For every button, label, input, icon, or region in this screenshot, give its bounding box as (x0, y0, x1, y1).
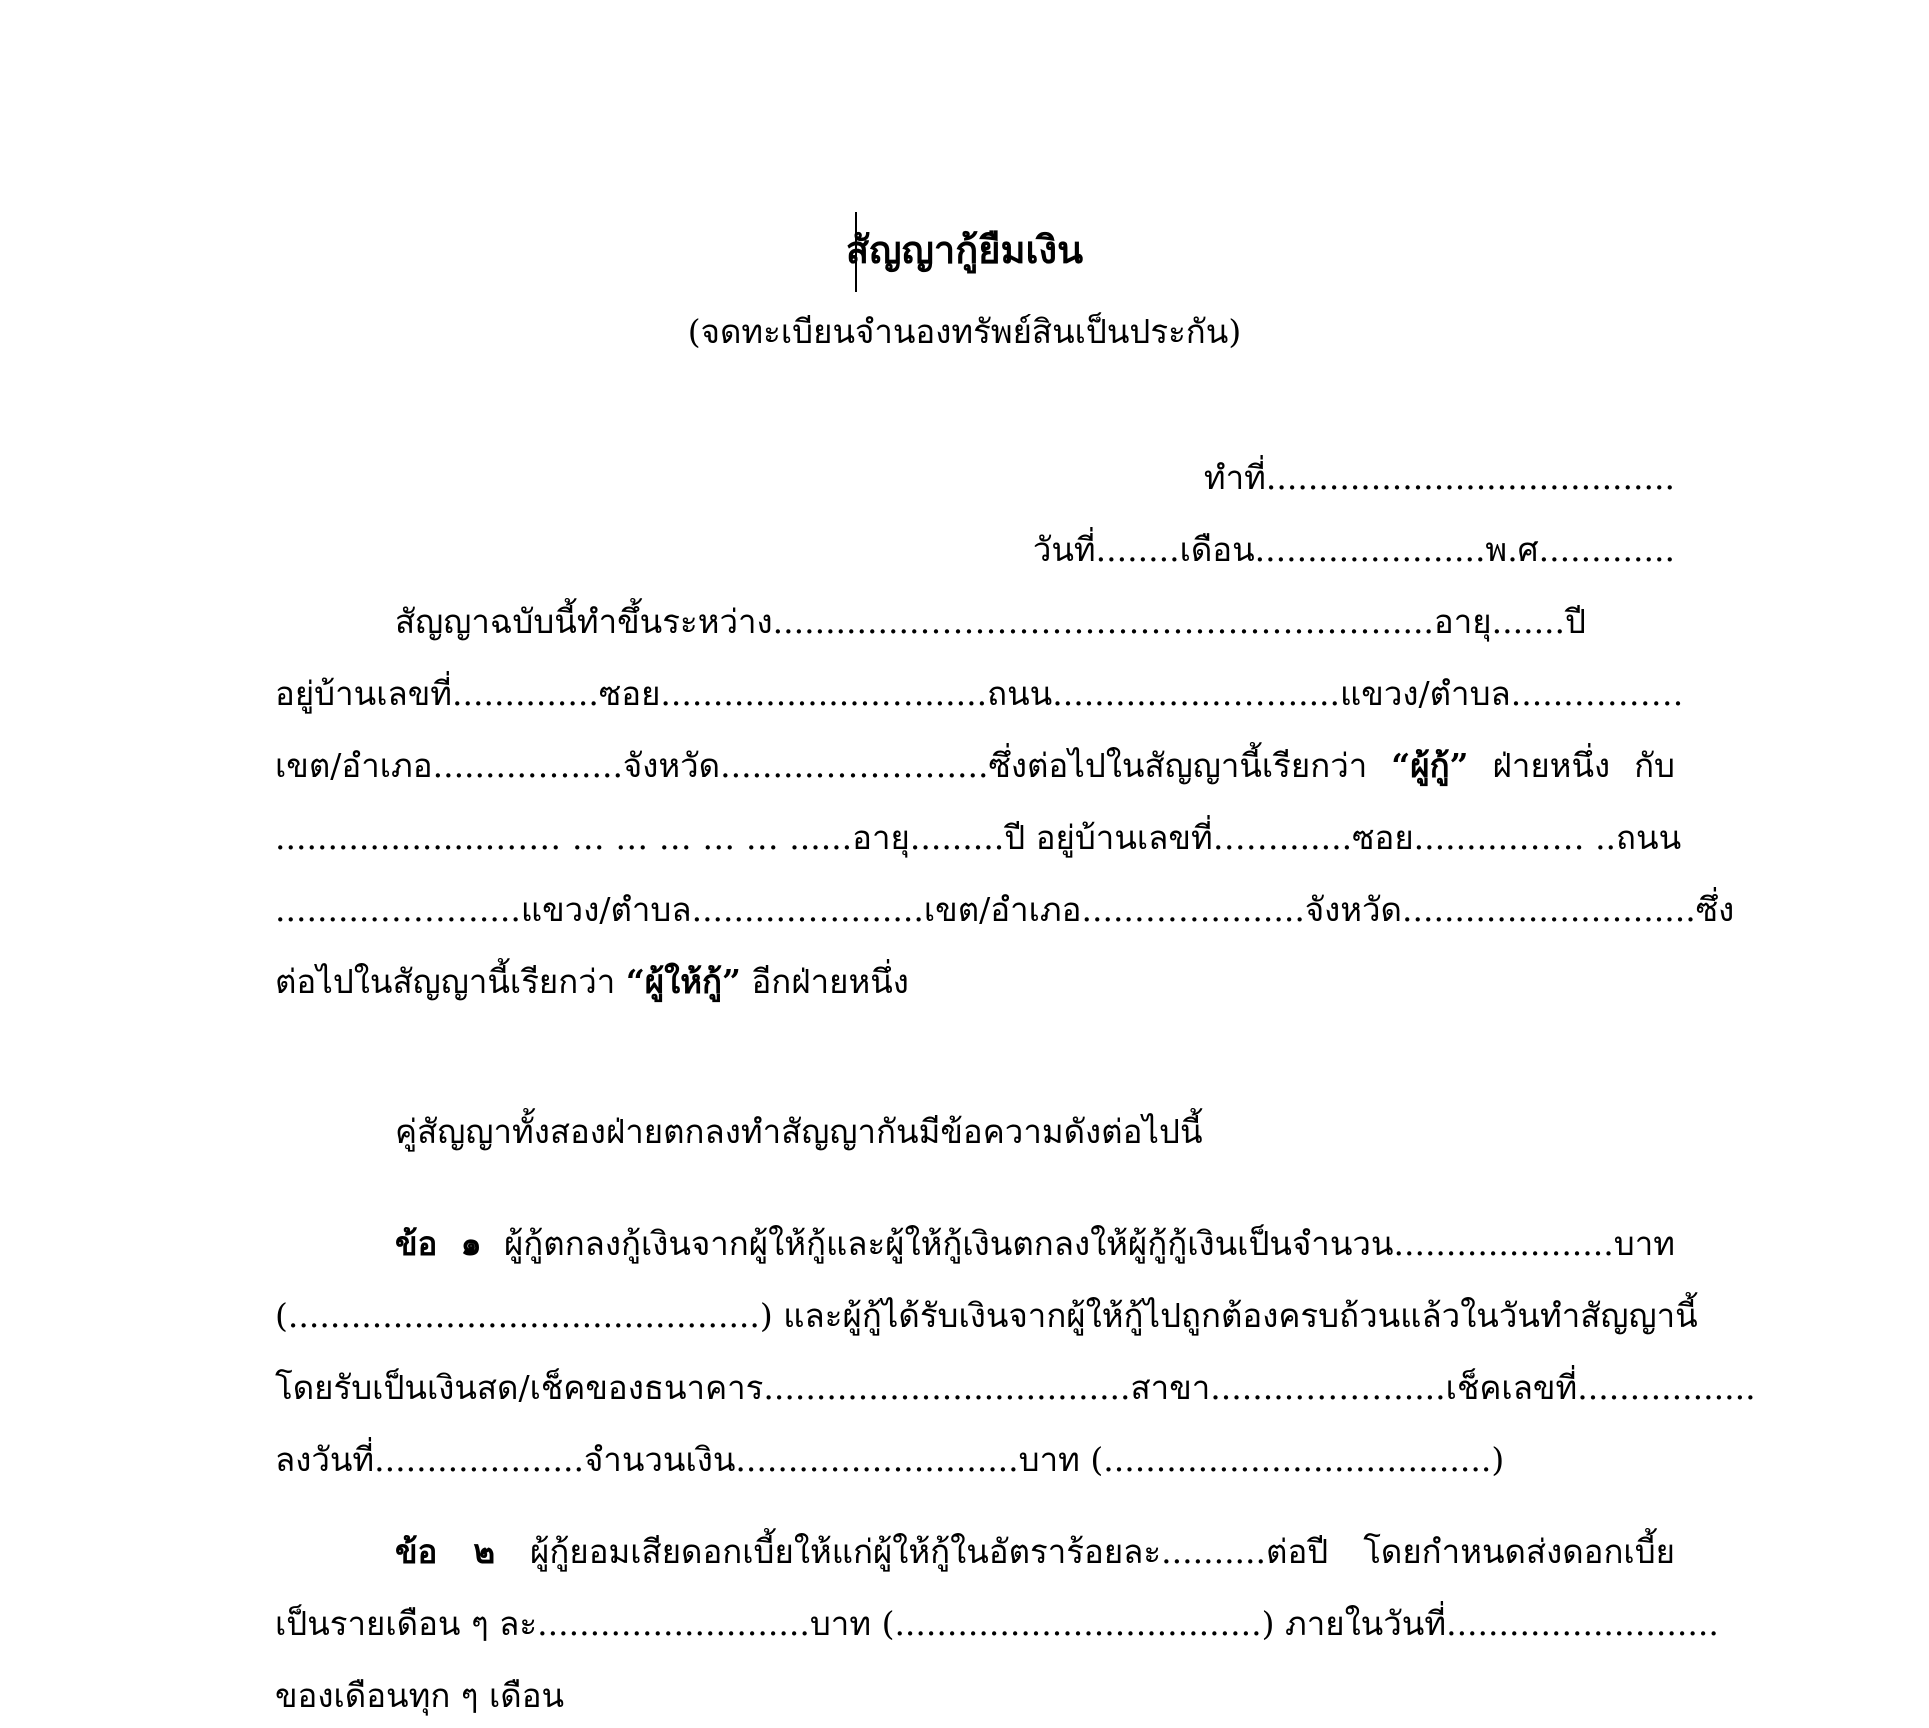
document-title: สัญญากู้ยืมเงิน (845, 227, 1084, 272)
made-at-line: ทำที่....................................... (1203, 458, 1675, 497)
clause-1-line-3: โดยรับเป็นเงินสด/เช็คของธนาคาร...................................สาขา........……….....เช็คเลขที่................. (275, 1368, 1756, 1407)
clause-2-line-2: เป็นรายเดือน ๆ ละ..........................บาท (...................................) ภายในวันที่.......................... (275, 1604, 1719, 1643)
parties-line-2: อยู่บ้านเลขที่..............ซอย.....................….......ถนน..........…...…….....แขวง/ตำบล......………. (275, 674, 1684, 713)
date-line: วันที่........เดือน......................พ.ศ............. (1032, 530, 1675, 569)
clause-1-label: ข้อ ๑ (395, 1224, 482, 1263)
agreement-intro: คู่สัญญาทั้งสองฝ่ายตกลงทำสัญญากันมีข้อความดังต่อไปนี้ (395, 1112, 1203, 1151)
clause-2-line-1: ข้อ ๒ ผู้กู้ยอมเสียดอกเบี้ยให้แก่ผู้ให้กู้ในอัตราร้อยละ..........ต่อปี โดยกำหนดส่งดอกเบี้ย (395, 1532, 1675, 1571)
parties-line-3: เขต/อำเภอ..........….....จังหวัด.........…………....ซึ่งต่อไปในสัญญานี้เรียกว่า “ผู้กู้” ฝ่ายหนึ่ง กับ (275, 746, 1675, 785)
document-subtitle: (จดทะเบียนจำนองทรัพย์สินเป็นประกัน) (687, 312, 1242, 351)
clause-2-line-3: ของเดือนทุก ๆ เดือน (275, 1676, 565, 1715)
parties-line-1: สัญญาฉบับนี้ทำขึ้นระหว่าง..............…………………………………….....อายุ.......ปี (395, 602, 1586, 641)
clause-1-line-2: (.............................................) และผู้กู้ได้รับเงินจากผู้ให้กู้ไปถูกต้องครบถ้วนแล้วในวันทำสัญญานี้ (275, 1296, 1698, 1335)
parties-line-5: ..........………....แขวง/ตำบล..........….........เขต/อำเภอ.....……..........จังหวัด............................ซึ่ง (275, 890, 1735, 929)
clause-1-line-1: ข้อ ๑ ผู้กู้ตกลงกู้เงินจากผู้ให้กู้และผู้ให้กู้เงินตกลงให้ผู้กู้กู้เงินเป็นจำนวน.....................บาท (395, 1224, 1675, 1263)
clause-1-line-4: ลงวันที่....................จำนวนเงิน...........................บาท (.....................................) (275, 1440, 1505, 1479)
borrower-term: “ผู้กู้” (1391, 746, 1469, 785)
parties-line-6: ต่อไปในสัญญานี้เรียกว่า “ผู้ให้กู้” อีกฝ่ายหนึ่ง (275, 962, 909, 1001)
parties-line-4: .....................…… … … … … … ......อายุ.........ปี อยู่บ้านเลขที่…….......ซอย..........…… ..ถนน (275, 818, 1682, 857)
clause-2-label: ข้อ ๒ (395, 1532, 496, 1571)
lender-term: “ผู้ให้กู้” (625, 962, 741, 1001)
